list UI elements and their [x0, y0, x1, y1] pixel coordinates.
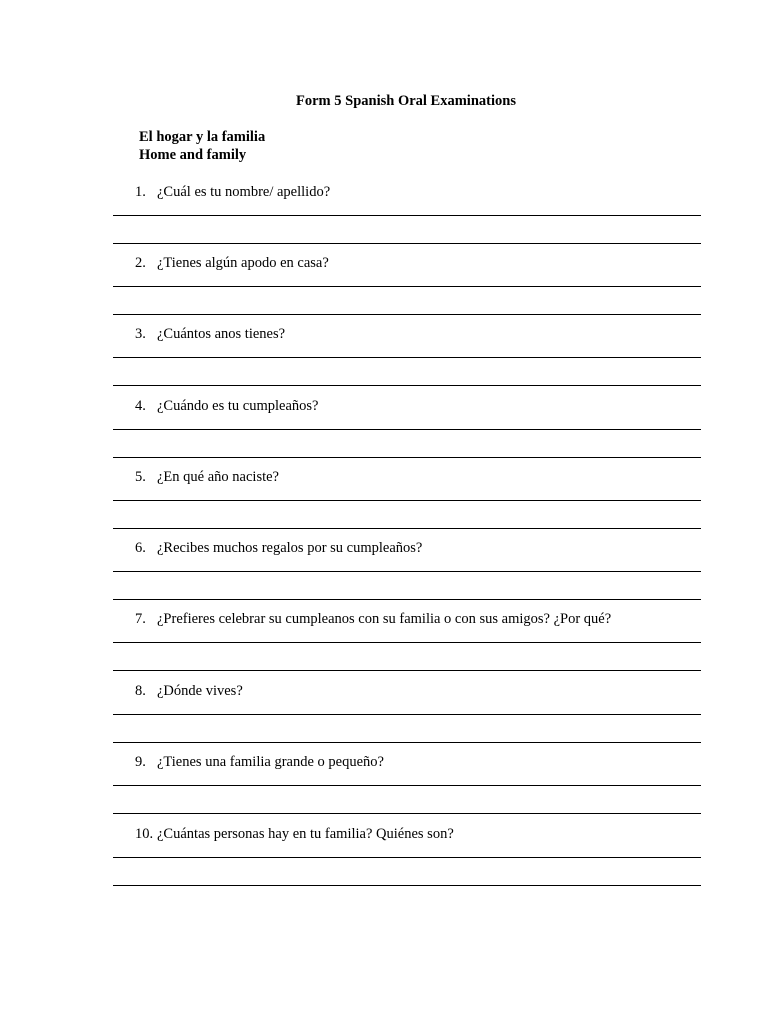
question-number: 5.: [135, 469, 146, 485]
question-text-row: [135, 539, 422, 557]
question-number: 1.: [135, 184, 146, 200]
question-text: ¿Cuándo es tu cumpleaños?: [157, 398, 319, 414]
answer-line[interactable]: [113, 243, 701, 244]
page-title: Form 5 Spanish Oral Examinations: [296, 93, 516, 109]
answer-line[interactable]: [113, 357, 701, 358]
question-item: [0, 753, 768, 825]
question-number: 7.: [135, 611, 146, 627]
question-item: [0, 825, 768, 897]
question-text-row: [135, 682, 243, 700]
question-text-row: [135, 825, 454, 843]
question-text-row: [135, 183, 330, 201]
answer-line[interactable]: [113, 429, 701, 430]
question-number: 6.: [135, 540, 146, 556]
question-text-row: [135, 753, 384, 771]
answer-line[interactable]: [113, 500, 701, 501]
question-number: 8.: [135, 683, 146, 699]
question-text-row: [135, 610, 611, 628]
question-number: 10.: [135, 826, 154, 842]
answer-line[interactable]: [113, 670, 701, 671]
answer-line[interactable]: [113, 857, 701, 858]
question-text: ¿Tienes algún apodo en casa?: [157, 255, 329, 271]
answer-line[interactable]: [113, 813, 701, 814]
answer-line[interactable]: [113, 642, 701, 643]
question-number: 4.: [135, 398, 146, 414]
question-text-row: [135, 325, 285, 343]
section-heading-spanish: El hogar y la familia: [139, 129, 266, 145]
question-item: [0, 397, 768, 469]
answer-line[interactable]: [113, 571, 701, 572]
question-text: ¿Cuántas personas hay en tu familia? Quiénes son?: [157, 826, 454, 842]
question-item: [0, 682, 768, 754]
question-text: ¿Cuál es tu nombre/ apellido?: [157, 184, 331, 200]
answer-line[interactable]: [113, 885, 701, 886]
answer-line[interactable]: [113, 785, 701, 786]
question-text: ¿Recibes muchos regalos por su cumpleaños?: [157, 540, 423, 556]
section-heading-english: Home and family: [139, 147, 247, 163]
question-text-row: [135, 254, 329, 272]
answer-line[interactable]: [113, 314, 701, 315]
question-text: ¿Prefieres celebrar su cumpleanos con su familia o con sus amigos? ¿Por qué?: [157, 611, 612, 627]
question-text: ¿Tienes una familia grande o pequeño?: [157, 754, 384, 770]
question-item: [0, 325, 768, 397]
question-text: ¿Dónde vives?: [157, 683, 243, 699]
question-text-row: [135, 468, 279, 486]
answer-line[interactable]: [113, 599, 701, 600]
question-item: [0, 539, 768, 611]
answer-line[interactable]: [113, 457, 701, 458]
question-text: ¿En qué año naciste?: [157, 469, 279, 485]
answer-line[interactable]: [113, 286, 701, 287]
answer-line[interactable]: [113, 528, 701, 529]
question-number: 2.: [135, 255, 146, 271]
question-item: [0, 183, 768, 255]
question-item: [0, 254, 768, 326]
question-number: 9.: [135, 754, 146, 770]
answer-line[interactable]: [113, 742, 701, 743]
answer-line[interactable]: [113, 714, 701, 715]
question-item: [0, 468, 768, 540]
question-number: 3.: [135, 326, 146, 342]
question-text: ¿Cuántos anos tienes?: [157, 326, 286, 342]
answer-line[interactable]: [113, 385, 701, 386]
question-item: [0, 610, 768, 682]
answer-line[interactable]: [113, 215, 701, 216]
question-text-row: [135, 397, 318, 415]
